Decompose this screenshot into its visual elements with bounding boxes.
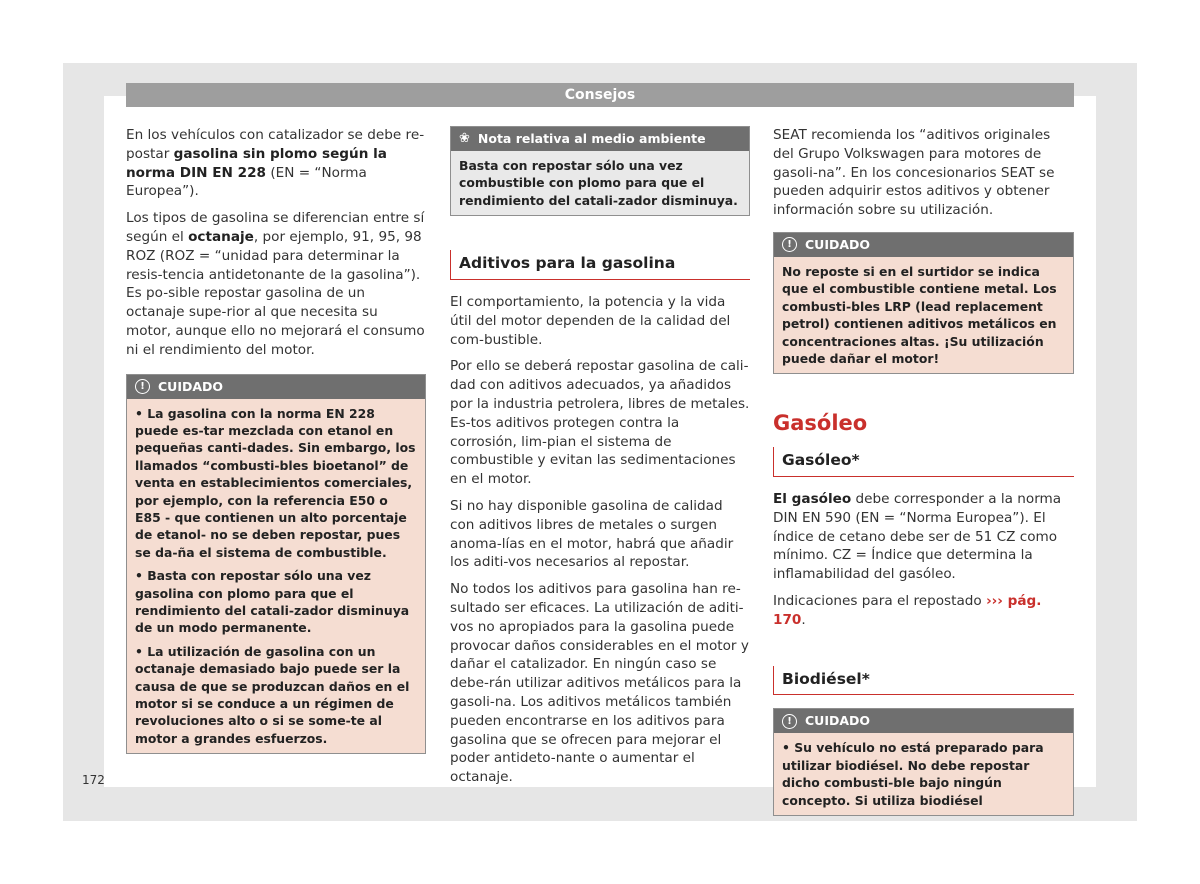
warning-header: [774, 709, 1073, 733]
section-header: Consejos: [126, 83, 1074, 107]
environment-note-header: [451, 127, 749, 151]
paragraph: Por ello se deberá repostar gasolina de cali-dad con aditivos adecuados, ya añadidos por la industria petrolera, libres de metales. Es-tos aditivos protegen contra la corrosión, lim-pian el sistema de combustible y evitan las sedimentaciones en el motor.: [450, 358, 750, 488]
column-1: [126, 126, 426, 754]
text: , por ejemplo, 91, 95, 98 ROZ (ROZ = “unidad para determinar la resis-tencia antidetonante de la gasolina”). Es po-sible repostar gasolina de un octanaje supe-rior al que necesita su motor, aunque ello no mejorará el consumo ni el rendimiento del motor.: [126, 228, 425, 358]
page-number: 172: [82, 773, 105, 787]
paragraph: [126, 126, 426, 201]
paragraph: Si no hay disponible gasolina de calidad con aditivos libres de metales o surgen anoma-lías en el motor, habrá que añadir los aditi-vos necesarios al repostar.: [450, 497, 734, 571]
paragraph: No todos los aditivos para gasolina han re-sultado ser eficaces. La utilización de aditi-vos no apropiados para la gasolina puede provocar daños considerables en el motor y dañar el catalizador. En ningún caso se debe-rán utilizar aditivos metálicos para la gasoli-na. Los aditivos metálicos también pueden encontrarse en los aditivos para gasolina que se ofrecen para mejorar el poder antideto-nante o aumentar el octanaje.: [450, 581, 749, 786]
warning-body: [774, 257, 1073, 373]
text: Los tipos de gasolina se diferencian entre sí según el: [126, 210, 425, 245]
warning-title: CUIDADO: [805, 236, 871, 252]
leaf-icon: ❀: [459, 131, 470, 146]
warning-item: • Basta con repostar sólo una vez gasolina con plomo para que el rendimiento del catali-zador disminuya de un modo permanente.: [135, 568, 410, 636]
warning-header: [774, 233, 1073, 257]
warning-title: CUIDADO: [805, 713, 871, 729]
text: debe corresponder a la norma DIN EN 590 (EN = “Norma Europea”). El índice de cetano debe ser de 51 CZ como mínimo. CZ = Índice que determina la inflamabilidad del gasóleo.: [773, 491, 1062, 583]
section-heading: Aditivos para la gasolina: [450, 250, 750, 280]
section-heading: Gasóleo*: [773, 447, 1074, 477]
emphasis: octanaje: [188, 228, 254, 245]
warning-box: [773, 708, 1074, 816]
exclamation-icon: !: [782, 714, 797, 729]
chapter-heading: Gasóleo: [773, 411, 868, 436]
text: En los vehículos con catalizador se debe re-postar: [126, 127, 425, 162]
environment-note-title: Nota relativa al medio ambiente: [477, 131, 706, 146]
paragraph: SEAT recomienda los “aditivos originales del Grupo Volkswagen para motores de gasoli-na”. En los concesionarios SEAT se pueden adquirir estos aditivos y obtener información sobre su utilización.: [773, 127, 1055, 219]
text: Indicaciones para el repostado: [773, 593, 987, 609]
warning-text: • Su vehículo no está preparado para utilizar biodiésel. No debe repostar dicho combusti-ble bajo ningún concepto. Si utiliza biodiésel: [782, 740, 1044, 808]
warning-header: [127, 375, 425, 399]
environment-note-box: [450, 126, 750, 216]
environment-note-text: Basta con repostar sólo una vez combustible con plomo para que el rendimiento del catali-zador disminuya.: [459, 158, 738, 208]
exclamation-icon: !: [135, 379, 150, 394]
warning-item: • La utilización de gasolina con un octanaje demasiado bajo puede ser la causa de que se produzcan daños en el motor si se conduce a un régimen de revoluciones alto o si se some-te al motor a grandes esfuerzos.: [135, 643, 410, 746]
emphasis: gasolina sin plomo según la norma DIN EN 228: [126, 145, 387, 181]
paragraph: [126, 209, 426, 359]
section-heading: Biodiésel*: [773, 666, 1074, 696]
paragraph: [773, 490, 1074, 584]
exclamation-icon: !: [782, 237, 797, 252]
column-3: [773, 126, 1074, 816]
warning-box: [773, 232, 1074, 374]
text: (EN = “Norma Europea”).: [126, 164, 367, 200]
warning-body: [774, 733, 1073, 815]
page-reference-link[interactable]: ››› pág. 170: [773, 593, 1042, 628]
paragraph: El comportamiento, la potencia y la vida útil del motor dependen de la calidad del com-bustible.: [450, 294, 731, 348]
emphasis: El gasóleo: [773, 491, 852, 508]
warning-item: • La gasolina con la norma EN 228 puede es-tar mezclada con etanol en pequeñas canti-dades. Sin embargo, los llamados “combusti-bles bioetanol” de venta en establecimientos comerciales, por ejemplo, con la referencia E50 o E85 - que contienen un alto porcentaje de etanol- no se deben repostar, pues se da-ña el sistema de combustible.: [135, 405, 416, 560]
warning-body: [127, 399, 425, 754]
warning-title: CUIDADO: [158, 378, 224, 394]
text: .: [801, 611, 806, 628]
column-2: [450, 126, 750, 795]
warning-box: [126, 374, 426, 755]
paragraph: [773, 592, 1074, 630]
warning-text: No reposte si en el surtidor se indica que el combustible contiene metal. Los combusti-bles LRP (lead replacement petrol) contienen aditivos metálicos en concentraciones altas. ¡Su utilización puede dañar el motor!: [782, 263, 1057, 367]
environment-note-body: [451, 151, 749, 215]
